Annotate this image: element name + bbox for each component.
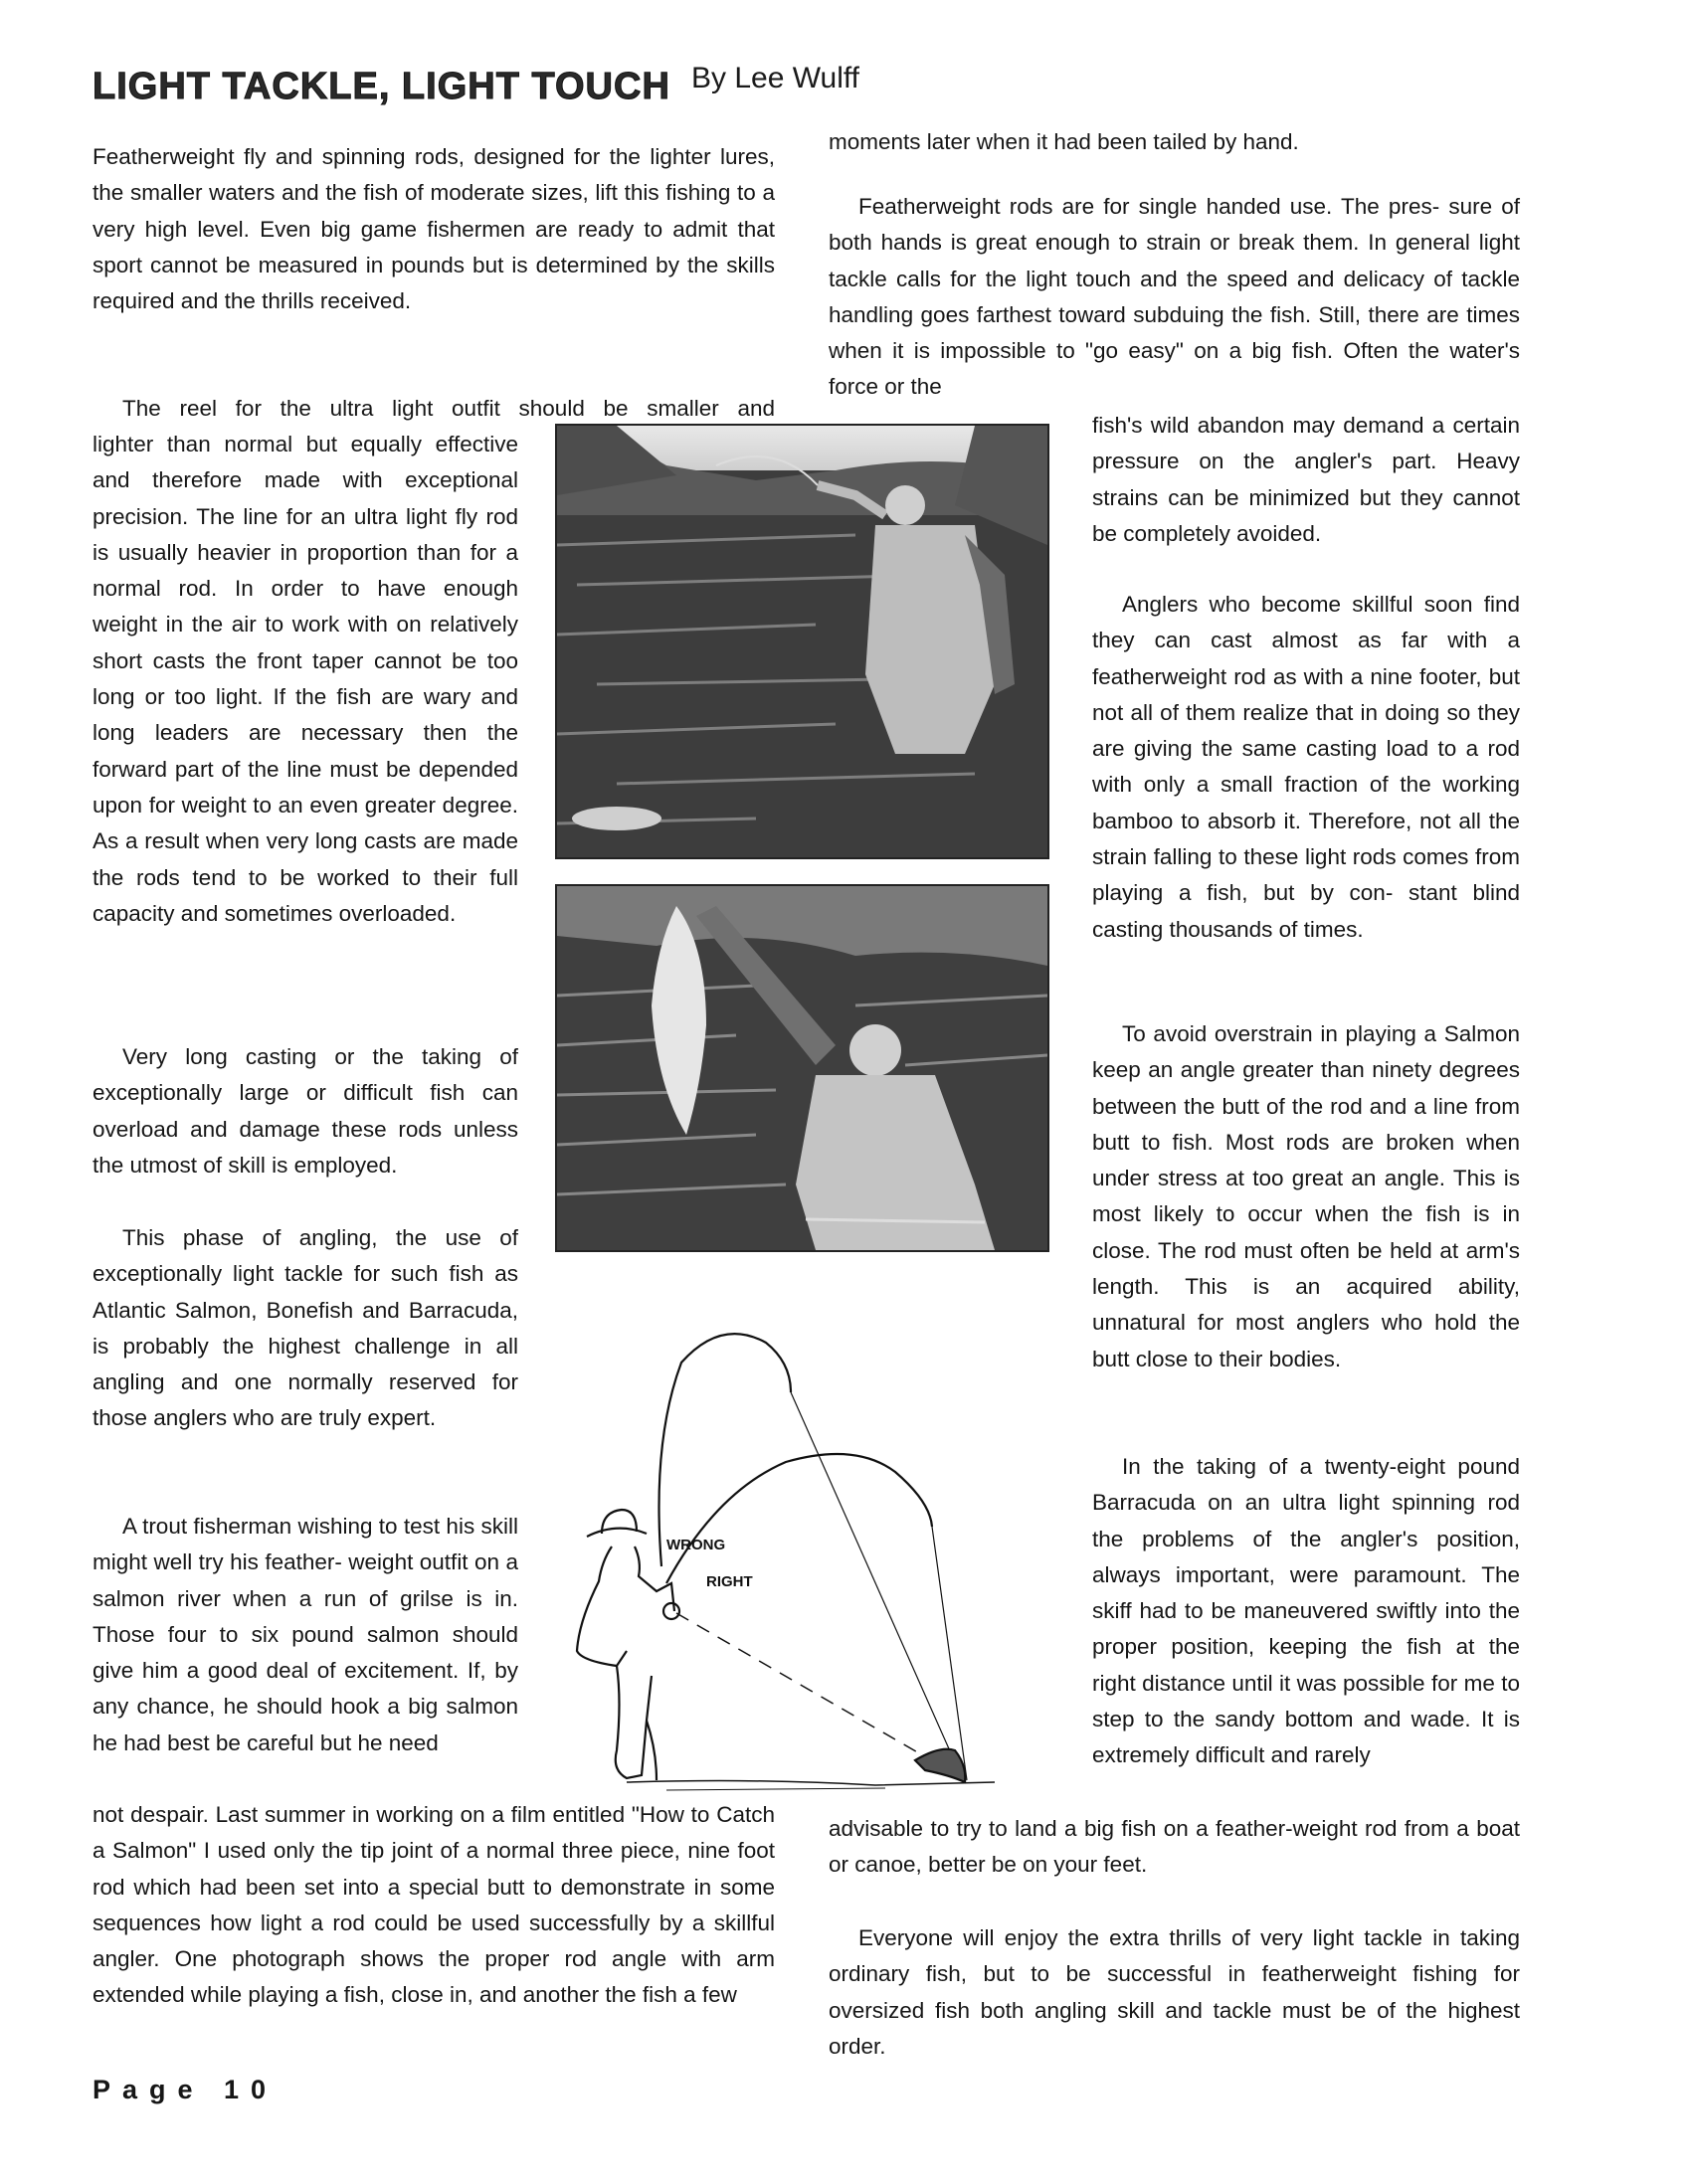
paragraph-text: not despair. Last summer in working on a film entitled "How to Catch a Salmon" I used only the tip joint of a normal three piece, nine foot rod which had been set into a special butt to demonstrate in some sequences how light a rod could be used successfully by a skillful angler. One photograph shows the proper rod angle with arm extended while playing a fish, close in, and another the fish a few [93,1802,775,2008]
paragraph-text: Everyone will enjoy the extra thrills of very light tackle in taking ordinary fish, but to be successful in featherweight fishing for oversized fish both angling skill and tackle must be of the highest order. [829,1925,1520,2059]
right-paragraph-5-narrow [1092,1449,1520,1774]
paragraph-text: Anglers who become skillful soon find they can cast almost as far with a featherweight rod as with a nine footer, but not all of them realize that in doing so they are giving the same casting load to a rod with only a small fraction of the working bamboo to absorb it. Therefore, not all the strain falling to these light rods comes from playing a fish, but by con- stant blind casting thousands of times. [1092,592,1520,942]
paragraph-text: To avoid overstrain in playing a Salmon keep an angle greater than ninety degrees between the butt of the rod and a line from butt to fish. Most rods are broken when under stress at too great an angle. This is most likely to occur when the fish is in close. The rod must often be held at arm's length. This is an acquired ability, unnatural for most anglers who hold the butt close to their bodies. [1092,1021,1520,1371]
paragraph-text: advisable to try to land a big fish on a feather-weight rod from a boat or canoe, better be on your feet. [829,1816,1520,1878]
left-paragraph-4 [93,1220,518,1437]
rod-angle-diagram [557,1323,1015,1800]
right-paragraph-6 [829,1920,1520,2065]
paragraph-text: A trout fisherman wishing to test his skill might well try his feather- weight outfit on a salmon river when a run of grilse is in. Those four to six pound salmon should give him a good deal of excitement. If, by any chance, he should hook a big salmon he had best be careful but he need [93,1514,518,1755]
left-paragraph-5-wide [93,1797,775,2014]
paragraph-text: Featherweight rods are for single handed use. The pres- sure of both hands is great enough to strain or break them. In general light tackle calls for the light touch and the speed and delicacy of tackle handling goes farthest toward subduing the fish. Still, there are times when it is impossible to "go easy" on a big fish. Often the water's force or the [829,194,1520,400]
left-paragraph-3 [93,1039,518,1183]
paragraph-text: fish's wild abandon may demand a certain pressure on the angler's part. Heavy strains can be minimized but they cannot be completely avoided. [1092,413,1520,546]
paragraph-text: Very long casting or the taking of exceptionally large or difficult fish can overload and damage these rods unless the utmost of skill is employed. [93,1044,518,1178]
right-paragraph-4 [1092,1016,1520,1377]
paragraph-text: The reel for the ultra light outfit should be smaller and [122,396,775,421]
right-paragraph-5-wide [829,1811,1520,1884]
paragraph-text: Featherweight fly and spinning rods, designed for the lighter lures, the smaller waters and the fish of moderate sizes, lift this fishing to a very high level. Even big game fishermen are ready to admit that sport cannot be measured in pounds but is determined by the skills required and the thrills received. [93,144,775,314]
right-paragraph-2-wide [829,189,1520,406]
butt-to-fish-line [676,1613,940,1765]
photo-image [557,426,1047,857]
diagram-label-right: RIGHT [706,1573,753,1590]
wrong-line [791,1392,963,1780]
left-paragraph-1 [93,139,775,319]
right-rod-curve [666,1454,932,1583]
photo-angler-playing-fish [555,424,1049,859]
right-paragraph-3 [1092,587,1520,948]
diagram-label-wrong: WRONG [666,1537,726,1553]
article-byline: By Lee Wulff [691,62,859,94]
photo-angler-holding-salmon [555,884,1049,1252]
left-paragraph-2-first-line [93,391,775,427]
page-number: Page 10 [93,2075,279,2104]
paragraph-text: This phase of angling, the use of exceptionally light tackle for such fish as Atlantic Salmon, Bonefish and Barracuda, is probably the highest challenge in all angling and one normally reserved for those anglers who are truly expert. [93,1225,518,1431]
left-paragraph-2-body [93,427,518,932]
article-title: LIGHT TACKLE, LIGHT TOUCH [93,66,670,107]
photo-image [557,886,1047,1250]
paragraph-text: lighter than normal but equally effective and therefore made with exceptional precision. The line for an ultra light fly rod is usually heavier in proportion than for a normal rod. In order to have enough weight in the air to work with on relatively short casts the front taper cannot be too long or too light. If the fish are wary and long leaders are necessary then the forward part of the line must be depended upon for weight to an even greater degree. As a result when very long casts are made the rods tend to be worked to their full capacity and sometimes overloaded. [93,432,518,926]
rod-angle-illustration [557,1323,1015,1800]
right-paragraph-1 [829,124,1520,160]
wrong-rod-curve [659,1334,792,1566]
right-paragraph-2-narrow [1092,408,1520,552]
paragraph-text: moments later when it had been tailed by hand. [829,129,1299,154]
left-paragraph-5-narrow [93,1509,518,1761]
right-line [932,1527,967,1780]
paragraph-text: In the taking of a twenty-eight pound Barracuda on an ultra light spinning rod the problems of the angler's position, always important, were paramount. The skiff had to be maneuvered swiftly into the proper position, keeping the fish at the right distance until it was possible for me to step to the sandy bottom and wade. It is extremely difficult and rarely [1092,1454,1520,1768]
